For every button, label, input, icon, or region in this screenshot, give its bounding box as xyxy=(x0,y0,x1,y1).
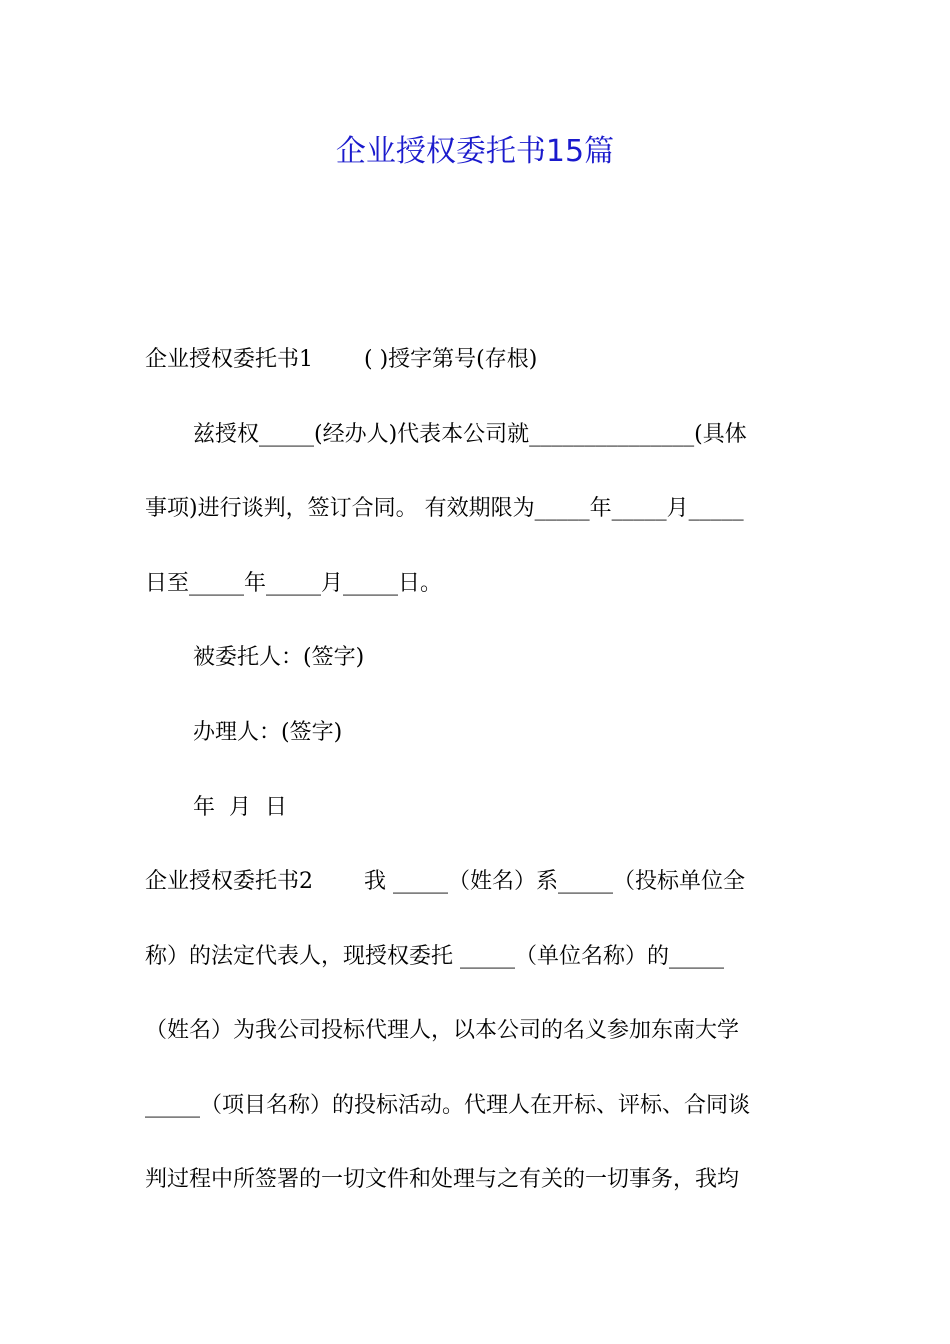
section-1-heading: 企业授权委托书1 ( )授字第号(存根) xyxy=(145,347,538,372)
paragraph-line: 日至_____年_____月_____日。 xyxy=(145,571,443,596)
paragraph-line: （姓名）为我公司投标代理人，以本公司的名义参加东南大学 xyxy=(145,1018,740,1043)
document-title: 企业授权委托书15篇 xyxy=(335,134,615,169)
handler-signature-line: 办理人：(签字) xyxy=(193,720,343,745)
paragraph-line: _____（项目名称）的投标活动。代理人在开标、评标、合同谈 xyxy=(145,1093,751,1118)
paragraph-line: 判过程中所签署的一切文件和处理与之有关的一切事务，我均 xyxy=(145,1167,740,1192)
paragraph-line: 事项)进行谈判，签订合同。 有效期限为_____年_____月_____ xyxy=(145,496,744,521)
paragraph-line: 兹授权_____(经办人)代表本公司就_______________(具体 xyxy=(193,422,747,447)
date-line: 年 月 日 xyxy=(193,795,287,820)
trustee-signature-line: 被委托人：(签字) xyxy=(193,645,365,670)
section-2-heading: 企业授权委托书2 我 _____（姓名）系_____（投标单位全 xyxy=(145,869,745,894)
paragraph-line: 称）的法定代表人，现授权委托 _____（单位名称）的_____ xyxy=(145,944,724,969)
